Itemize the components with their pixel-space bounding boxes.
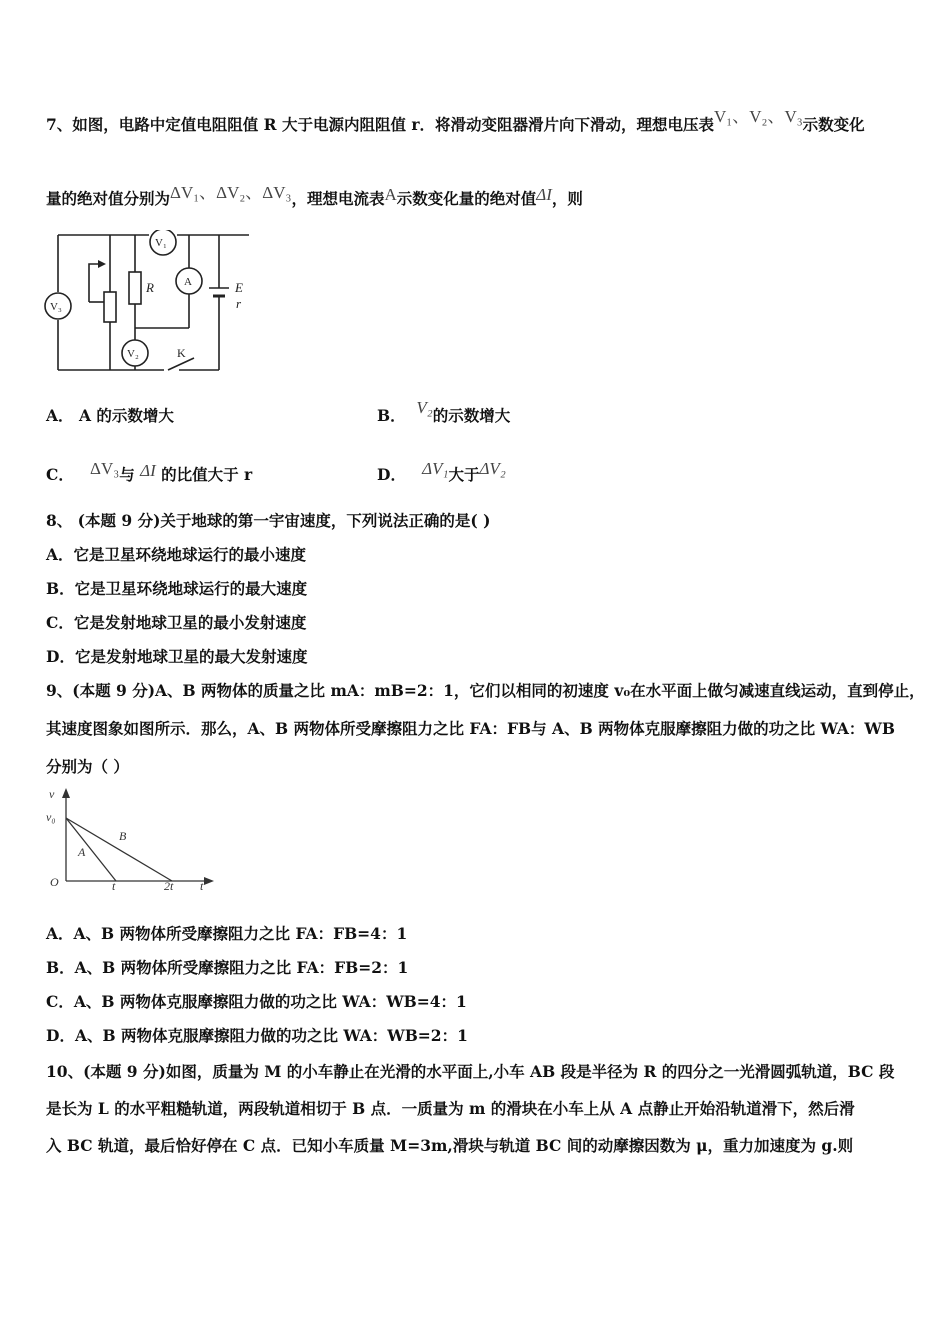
voltmeter-symbols: V₁、V₂、V₃	[714, 107, 803, 126]
q10-stem-line3: 入 BC 轨道，最后恰好停在 C 点．已知小车质量 M=3m,滑块与轨道 BC 间的动摩擦因数为 μ，重力加速度为 g.则	[46, 1136, 854, 1155]
q7-option-a: A． A 的示数增大	[46, 406, 174, 425]
q8-option-b: B．它是卫星环绕地球运行的最大速度	[46, 579, 308, 598]
q9-option-a: A．A、B 两物体所受摩擦阻力之比 FA：FB=4：1	[46, 924, 408, 943]
tick-2t-label: 2t	[164, 879, 174, 893]
q8-stem: 8、 (本题 9 分)关于地球的第一宇宙速度，下列说法正确的是( )	[46, 511, 491, 530]
meter-v3-label: V₃	[50, 301, 62, 313]
meter-a-label: A	[184, 276, 192, 288]
line-a-label: A	[78, 845, 86, 859]
axis-t-label: t	[200, 879, 204, 893]
q9-option-b: B．A、B 两物体所受摩擦阻力之比 FA：FB=2：1	[46, 958, 409, 977]
q7-option-b: B． V₂的示数增大	[377, 398, 511, 425]
origin-label: O	[50, 875, 59, 889]
q9-option-d: D．A、B 两物体克服摩擦阻力做的功之比 WA：WB=2：1	[46, 1026, 468, 1045]
q7-stem-line1: 7、如图，电路中定值电阻阻值 R 大于电源内阻阻值 r．将滑动变阻器滑片向下滑动，理想电压表V₁、V₂、V₃示数变化	[46, 107, 865, 134]
meter-v1-label: V₁	[155, 237, 167, 249]
velocity-time-graph	[44, 786, 219, 896]
q9-stem-line1: 9、(本题 9 分)A、B 两物体的质量之比 mA：mB=2：1，它们以相同的初速度 v₀在水平面上做匀减速直线运动，直到停止，	[46, 681, 925, 700]
axis-v-label: v	[49, 787, 55, 801]
q8-option-a: A．它是卫星环绕地球运行的最小速度	[46, 545, 307, 564]
q10-stem-line1: 10、(本题 9 分)如图，质量为 M 的小车静止在光滑的水平面上,小车 AB 段是半径为 R 的四分之一光滑圆弧轨道，BC 段	[46, 1062, 895, 1081]
line-b-label: B	[119, 829, 127, 843]
tick-t-label: t	[112, 879, 116, 893]
q8-option-d: D．它是发射地球卫星的最大发射速度	[46, 647, 308, 666]
q7-stem-line2: 量的绝对值分别为ΔV₁、ΔV₂、ΔV₃，理想电流表A示数变化量的绝对值ΔI，则	[46, 183, 583, 208]
delta-v-symbols: ΔV₁、ΔV₂、ΔV₃	[170, 183, 292, 202]
switch-k-label: K	[177, 346, 186, 360]
meter-v2-label: V₂	[127, 348, 139, 360]
q8-option-c: C．它是发射地球卫星的最小发射速度	[46, 613, 307, 632]
q9-option-c: C．A、B 两物体克服摩擦阻力做的功之比 WA：WB=4：1	[46, 992, 467, 1011]
q9-stem-line3: 分别为（ ）	[46, 757, 129, 776]
q10-stem-line2: 是长为 L 的水平粗糙轨道，两段轨道相切于 B 点．一质量为 m 的滑块在小车上从 A 点静止开始沿轨道滑下，然后滑	[46, 1099, 855, 1118]
circuit-diagram	[44, 230, 254, 380]
delta-i-symbol: ΔI	[536, 185, 552, 204]
q7-option-c: C． ΔV₃与 ΔI 的比值大于 r	[46, 459, 253, 484]
emf-e-label: E	[235, 280, 243, 295]
ammeter-symbol: A	[384, 185, 397, 204]
internal-r-label: r	[236, 296, 242, 311]
v0-label: v₀	[46, 810, 56, 824]
resistor-r-label: R	[146, 280, 154, 295]
q9-stem-line2: 其速度图象如图所示．那么，A、B 两物体所受摩擦阻力之比 FA：FB与 A、B 两物体克服摩擦阻力做的功之比 WA：WB	[46, 719, 895, 738]
q7-option-d: D． ΔV₁大于ΔV₂	[377, 459, 506, 484]
